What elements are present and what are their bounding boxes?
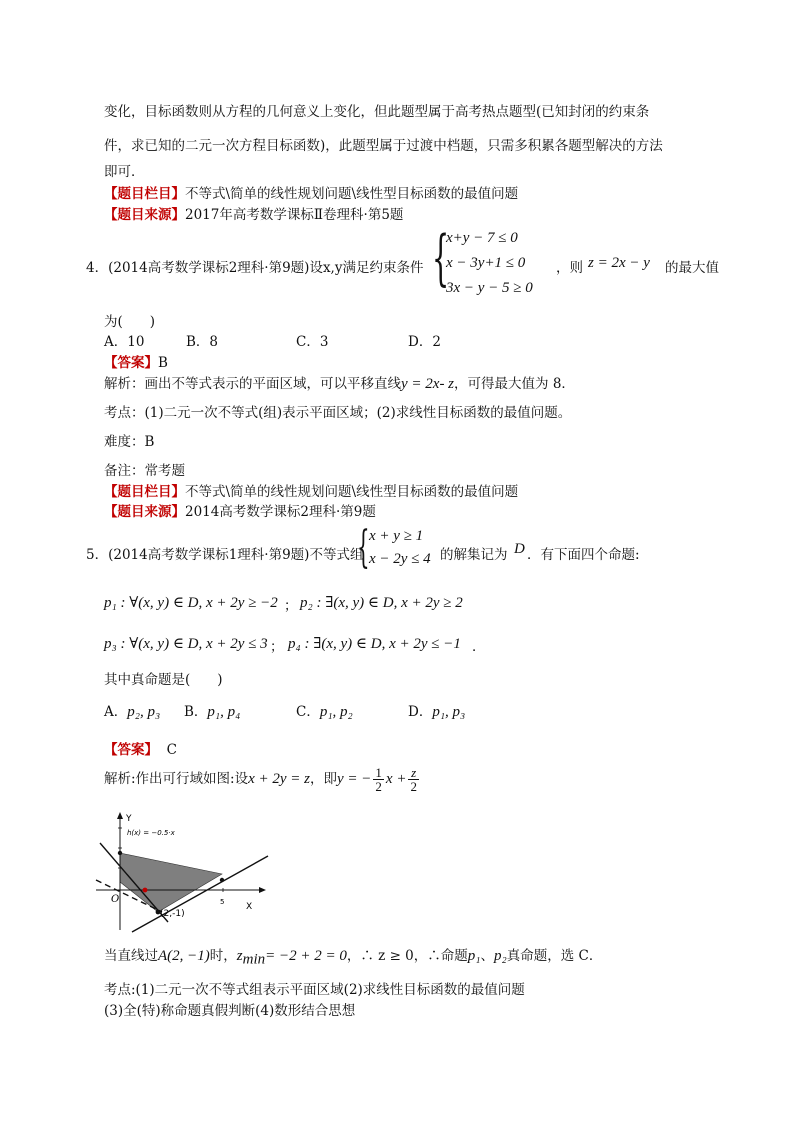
- tag-value: 2014高考数学课标2理科·第9题: [185, 504, 376, 520]
- intro-line-2: 件，求已知的二元一次方程目标函数)，此题型属于过渡中档题，只需多积累各题型解决的方法: [104, 138, 663, 154]
- option-label: C．: [296, 704, 320, 720]
- point-a-label: (2,-1): [160, 909, 185, 919]
- q4-stem-prefix: 4．(2014高考数学课标2理科·第9题)设x,y满足约束条件: [86, 260, 424, 276]
- y-axis-label: Y: [126, 814, 132, 824]
- q5-p1: p₁ : ∀(x, y) ∈ D, x + 2y ≥ −2: [104, 595, 278, 611]
- intro-line-1: 变化，目标函数则从方程的几何意义上变化，但此题型属于高考热点题型(已知封闭的约束条: [104, 104, 650, 120]
- answer-value: C: [166, 742, 177, 758]
- tag-column-2017: [104, 182, 518, 202]
- conclusion-calc: = −2 + 2 = 0: [265, 948, 347, 964]
- conclusion-therefore: ，∴ z ≥ 0，∴命题: [346, 948, 468, 964]
- fraction-numerator: z: [408, 766, 419, 780]
- q4-constraint-3: 3x − y − 5 ≥ 0: [446, 280, 533, 296]
- vertex-point: [220, 878, 224, 882]
- tag-label: 【题目栏目】: [104, 186, 185, 202]
- q5-brace: {: [357, 522, 370, 573]
- q5-p2: p₂ : ∃(x, y) ∈ D, x + 2y ≥ 2: [300, 595, 463, 611]
- q5-option-c: [296, 700, 353, 721]
- q5-set-name: D: [514, 541, 525, 557]
- q5-ineq-1: x + y ≥ 1: [369, 528, 424, 544]
- q4-brace: {: [432, 223, 450, 293]
- analysis-suffix: ，可得最大值为 8．: [454, 376, 575, 392]
- q5-p4: p₄ : ∃(x, y) ∈ D, x + 2y ≤ −1: [288, 636, 461, 652]
- conclusion-sep: 、: [480, 948, 494, 964]
- q5-kaodian-2: (3)全(特)称命题真假判断(4)数形结合思想: [104, 1003, 356, 1019]
- q5-analysis: [104, 766, 421, 793]
- analysis-eq: x + 2y = z: [248, 771, 311, 787]
- analysis-x: x +: [385, 771, 407, 787]
- q4-objective: z = 2x − y: [588, 255, 650, 271]
- q4-stem-line2: 为( ): [104, 314, 156, 330]
- x-tick-label: 5: [220, 898, 225, 906]
- analysis-y: y = −: [337, 771, 372, 787]
- q5-p3: p₃ : ∀(x, y) ∈ D, x + 2y ≤ 3: [104, 636, 268, 652]
- fraction-numerator: 1: [375, 765, 382, 780]
- x-axis-label: X: [246, 902, 253, 912]
- tag-value: 不等式\简单的线性规划问题\线性型目标函数的最值问题: [185, 484, 519, 500]
- origin-label: O: [111, 894, 120, 905]
- tag-value: 2017年高考数学课标Ⅱ卷理科·第5题: [185, 207, 404, 223]
- fraction-half: [373, 766, 384, 793]
- conclusion-zmin-sub: min: [242, 951, 266, 968]
- option-label: B．: [184, 704, 208, 720]
- tag-source-2017: [104, 203, 403, 223]
- option-value: p₁, p₃: [432, 704, 466, 720]
- tag-label: 【题目来源】: [104, 207, 185, 223]
- q4-tag-column: [104, 480, 518, 500]
- fraction-denominator: 2: [375, 779, 382, 794]
- option-label: A．: [104, 704, 128, 720]
- option-value: p₂, p₃: [127, 704, 161, 720]
- conclusion-p2: p₂: [493, 948, 507, 964]
- conclusion-time: 时，: [209, 948, 237, 964]
- q5-option-a: [104, 700, 160, 721]
- conclusion-point: A(2, −1): [158, 948, 210, 964]
- fraction-z-half: [408, 766, 419, 793]
- tag-value: 不等式\简单的线性规划问题\线性型目标函数的最值问题: [185, 186, 519, 202]
- q5-stem-prefix: 5．(2014高考数学课标1理科·第9题)不等式组: [86, 547, 364, 563]
- feasible-region: [120, 853, 225, 912]
- q4-stem-mid: ，则: [556, 260, 583, 276]
- conclusion-zmin: z: [236, 948, 243, 964]
- q4-difficulty: 难度：B: [104, 434, 155, 450]
- answer-label: 【答案】: [104, 355, 158, 371]
- y-axis-arrow-icon: [117, 812, 123, 819]
- conclusion-prefix: 当直线过: [104, 948, 158, 964]
- q5-conclusion: [104, 944, 602, 969]
- analysis-prefix: 解析:作出可行域如图:设: [104, 771, 249, 787]
- q5-ineq-2: x − 2y ≤ 4: [369, 551, 431, 567]
- option-value: p₁, p₂: [319, 704, 353, 720]
- q5-p4-end: ．: [472, 639, 486, 655]
- q4-option-c: C．3: [296, 334, 329, 350]
- q4-constraint-2: x − 3y+1 ≤ 0: [446, 255, 526, 271]
- q4-answer: [104, 351, 168, 371]
- q4-option-d: D．2: [408, 334, 441, 350]
- vertex-point: [118, 851, 122, 855]
- q4-kaodian: 考点：(1)二元一次不等式(组)表示平面区域；(2)求线性目标函数的最值问题。: [104, 405, 572, 421]
- q4-analysis: [104, 372, 575, 393]
- function-label: h(x) = −0.5·x: [127, 829, 175, 837]
- conclusion-p1: p₁: [467, 948, 481, 964]
- q4-note: 备注：常考题: [104, 463, 185, 479]
- q4-tag-source: [104, 500, 376, 520]
- q5-true-props: 其中真命题是( ): [104, 672, 223, 688]
- conclusion-end: 真命题，选 C．: [506, 948, 603, 964]
- analysis-line: y = 2x- z: [401, 376, 455, 392]
- q5-stem-suffix: 的解集记为: [440, 547, 508, 563]
- answer-label: 【答案】: [104, 742, 158, 758]
- answer-value: B: [158, 355, 168, 371]
- q4-constraint-1: x+y − 7 ≤ 0: [446, 230, 518, 246]
- feasible-region-graph: [92, 808, 272, 938]
- q4-stem-suffix: 的最大值: [665, 260, 719, 276]
- q5-sep1: ；: [284, 598, 298, 614]
- option-value: p₁, p₄: [207, 704, 241, 720]
- q5-answer: [104, 738, 177, 758]
- x-axis-arrow-icon: [259, 887, 266, 893]
- q5-option-d: [408, 700, 465, 721]
- q5-stem-end: ．有下面四个命题:: [527, 547, 640, 563]
- q5-kaodian-1: 考点:(1)二元一次不等式组表示平面区域(2)求线性目标函数的最值问题: [104, 982, 525, 998]
- q4-option-a: A．10: [104, 334, 145, 350]
- q5-sep2: ；: [270, 639, 284, 655]
- q4-option-b: B．8: [186, 334, 219, 350]
- intersection-point: [143, 888, 148, 893]
- analysis-prefix: 解析：画出不等式表示的平面区域，可以平移直线: [104, 376, 401, 392]
- q5-option-b: [184, 700, 240, 721]
- fraction-denominator: 2: [410, 779, 417, 794]
- option-label: D．: [408, 704, 433, 720]
- tag-label: 【题目栏目】: [104, 484, 185, 500]
- intro-line-3: 即可．: [104, 164, 145, 180]
- tag-label: 【题目来源】: [104, 504, 185, 520]
- analysis-mid: ，即: [310, 771, 338, 787]
